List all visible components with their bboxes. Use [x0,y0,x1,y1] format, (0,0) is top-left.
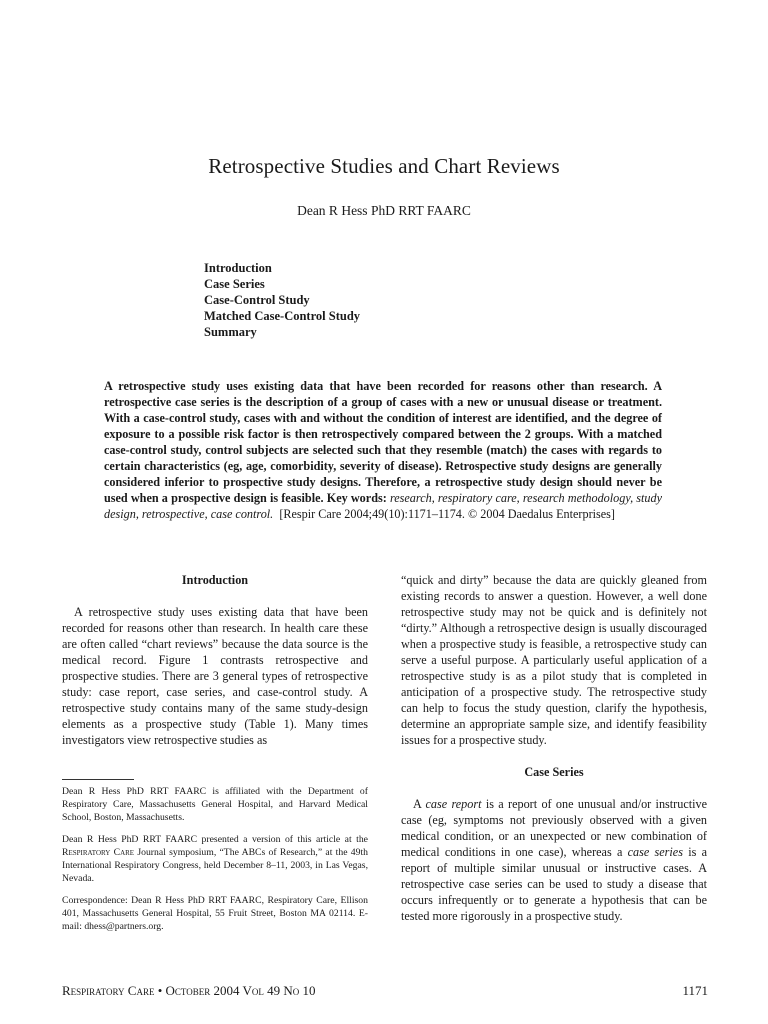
toc-item: Introduction [204,261,272,275]
toc-item: Case-Control Study [204,293,310,307]
abstract [104,378,662,522]
keywords: research, respiratory care, research methodology, study design, retrospective, case control. [104,491,663,521]
article-title: Retrospective Studies and Chart Reviews [208,154,560,178]
left-column [62,572,368,748]
introduction-paragraph: A retrospective study uses existing data that have been recorded for reasons other than research. In health care these are often called “chart reviews” because the data source is the medical record. Figure 1 contrasts retrospective and prospective studies. There are 3 general types of retrospective study: case report, case series, and case-control study. A retrospective study contains many of the same study-design elements as a prospective study (Table 1). Many times investigators view retrospective studies as [62,605,368,747]
citation: [Respir Care 2004;49(10):1171–1174. © 2004 Daedalus Enterprises] [279,507,615,521]
toc-item: Case Series [204,277,265,291]
running-footer: Respiratory Care • October 2004 Vol 49 No 10 [62,983,316,998]
author-line: Dean R Hess PhD RRT FAARC [297,203,471,218]
footnote-divider [62,779,134,780]
section-heading-case-series: Case Series [524,765,584,779]
footnote-correspondence: Correspondence: Dean R Hess PhD RRT FAARC, Respiratory Care, Ellison 401, Massachusetts General Hospital, 55 Fruit Street, Boston MA 02114. E-mail: dhess@partners.org. [62,895,368,932]
toc-item: Matched Case-Control Study [204,309,361,323]
keywords-label: Key words: [326,491,387,505]
journal-name: Respiratory Care [62,847,135,858]
section-heading-introduction: Introduction [181,573,249,587]
continued-paragraph: “quick and dirty” because the data are quickly gleaned from existing records to answer a question. However, a well done retrospective study may not be quick and is definitely not “dirty.” Although a retrospective design is usually discouraged when a prospective study is feasible, a retrospective study can serve a useful purpose. A particularly useful application of a retrospective study is as a pilot study that is completed in anticipation of a prospective study. The retrospective study can help to focus the study question, clarify the hypothesis, determine an appropriate sample size, and identify feasibility issues for a prospective study. [401,573,707,747]
table-of-contents [204,260,360,340]
toc-item: Summary [204,325,257,339]
page-number: 1171 [682,983,708,998]
case-series-paragraph: A case report is a report of one unusual and/or instructive case (eg, symptoms not previously observed with a given medical condition, or an unexpected or new combination of medical conditions in one case), whereas a case series is a report of multiple similar unusual or instructive cases. A retrospective case series can be used to study a disease that occurs infrequently or to generate a hypothesis that can be tested more rigorously in a prospective study. [401,797,708,923]
right-column [401,572,707,924]
footnotes [62,785,368,942]
footnote-presentation: Dean R Hess PhD RRT FAARC presented a version of this article at the Respiratory Care Journal symposium, “The ABCs of Research,” at the 49th International Respiratory Congress, held December 8–11, 2003, in Las Vegas, Nevada. [62,834,368,884]
footnote-affiliation: Dean R Hess PhD RRT FAARC is affiliated with the Department of Respiratory Care, Massachusetts General Hospital, and Harvard Medical School, Boston, Massachusetts. [62,786,368,823]
abstract-body: A retrospective study uses existing data that have been recorded for reasons other than research. A retrospective case series is the description of a group of cases with a new or unusual disease or treatment. With a case-control study, cases with and without the condition of interest are identified, and the degree of exposure to a possible risk factor is then retrospectively compared between the 2 groups. With a matched case-control study, control subjects are selected such that they resemble (match) the cases with regards to certain characteristics (eg, age, comorbidity, severity of disease). Retrospective study designs are generally considered inferior to prospective study designs. Therefore, a retrospective study design should never be used when a prospective design is feasible. [104,379,662,505]
